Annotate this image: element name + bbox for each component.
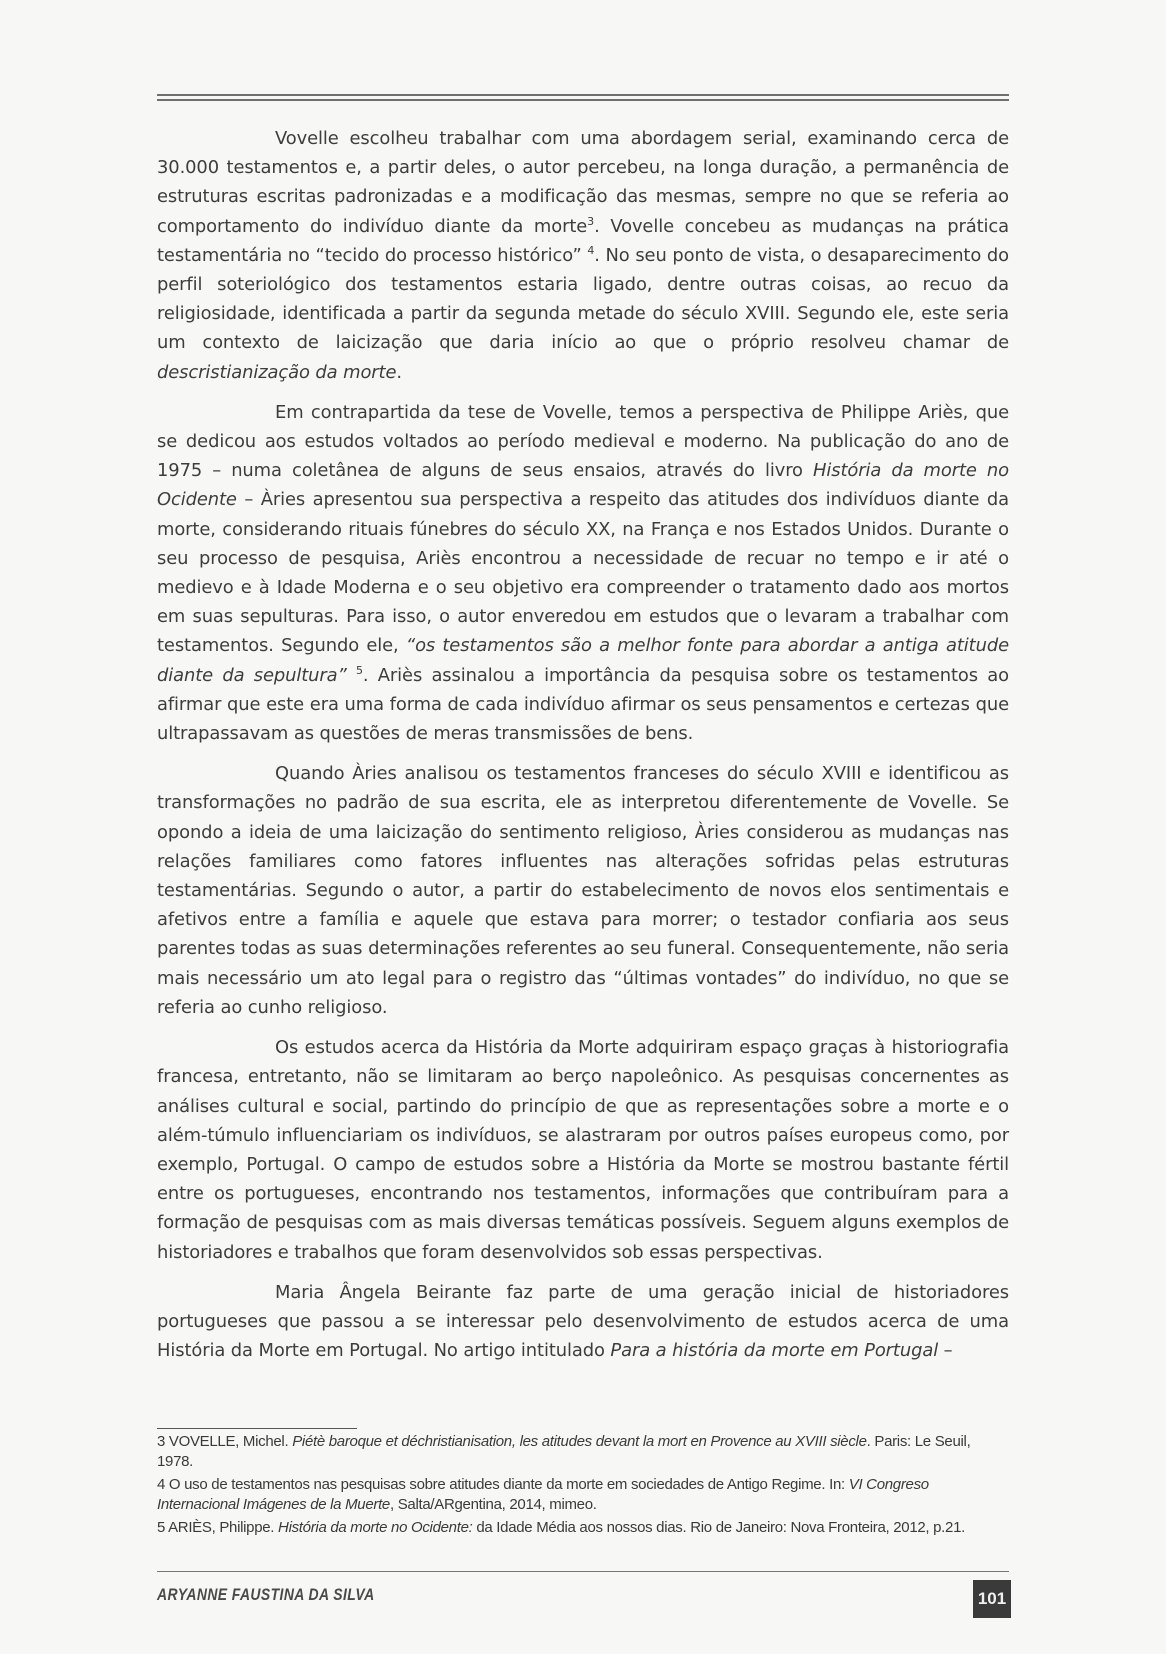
text-run: – [938,1340,953,1362]
text-run: . No seu ponto de vista, o desaparecimento do perfil soteriológico dos testamentos estaria ligado, dentre outras coisas, ao recuo da religiosidade, identificada a partir da segunda metade do século XVIII. Segundo ele, este seria um contexto de laicização que daria início ao que o próprio resolveu chamar de [157,244,1009,354]
paragraph [157,398,1009,748]
text-run: da Idade Média aos nossos dias. Rio de Janeiro: Nova Fronteira, 2012, p.21. [472,1519,965,1536]
footnote-reference: 4 [587,243,595,257]
text-run: Vovelle escolheu trabalhar com uma abordagem serial, examinando cerca de 30.000 testamentos e, a partir deles, o autor percebeu, na longa duração, a permanência de estruturas escritas padronizadas e a modificação das mesmas, sempre no que se referia ao comportamento do indivíduo diante da morte [157,128,1009,237]
footnotes [157,1432,1009,1541]
footnote [157,1432,1009,1472]
text-run: , Salta/ARgentina, 2014, mimeo. [389,1496,597,1513]
paragraph [157,1033,1009,1267]
text-run [347,665,356,686]
paragraph [157,1278,1009,1366]
text-run: . Ariès assinalou a importância da pesquisa sobre os testamentos ao afirmar que este era uma forma de cada indivíduo afirmar os seus pensamentos e certezas que ultrapassavam as questões de meras transmissões de bens. [157,664,1009,745]
italic-text: VI Congreso Internacional Imágenes de la Muerte [157,1476,929,1513]
footnote-reference: 5 [355,663,363,677]
page-number: 101 [973,1580,1011,1618]
text-run: . [396,361,402,383]
text-run: Quando Àries analisou os testamentos franceses do século XVIII e identificou as transformações no padrão de sua escrita, ele as interpretou diferentemente de Vovelle. Se opondo a ideia de uma laicização do sentimento religioso, Àries considerou as mudanças nas relações familiares como fatores influentes nas alterações sofridas pelas estruturas testamentárias. Segundo o autor, a partir do estabelecimento de novos elos sentimentais e afetivos entre a família e aquele que estava para morrer; o testador confiaria aos seus parentes todas as suas determinações referentes ao seu funeral. Consequentemente, não seria mais necessário um ato legal para o registro das “últimas vontades” do indivíduo, no que se referia ao cunho religioso. [157,763,1009,1018]
italic-text: descristianização da morte [157,361,397,383]
italic-text: História da morte no Ocidente: [278,1519,473,1536]
footnote-reference: 3 [587,214,595,228]
italic-text: Para a história da morte em Portugal [610,1340,939,1362]
footnote [157,1518,1009,1538]
footer-author: ARYANNE FAUSTINA DA SILVA [157,1585,375,1604]
italic-text: Piétè baroque et déchristianisation, les atitudes devant la mort en Provence au XVIII siècle [292,1433,867,1450]
text-run: Maria Ângela Beirante faz parte de uma geração inicial de historiadores portugueses que passou a se interessar pelo desenvolvimento de estudos acerca de uma História da Morte em Portugal. No artigo intitulado [157,1281,1009,1362]
italic-text: “os testamentos são a melhor fonte para abordar a antiga atitude diante da sepultura” [157,635,1009,686]
italic-text: História da morte no Ocidente [157,460,1009,511]
text-run: 5 ARIÈS, Philippe. [157,1519,279,1536]
footer-rule [157,1571,1009,1572]
footnote-separator [157,1428,357,1429]
main-text [157,124,1009,1376]
paragraph [157,759,1009,1022]
text-run: 3 VOVELLE, Michel. [157,1433,293,1450]
text-run: 4 O uso de testamentos nas pesquisas sobre atitudes diante da morte em sociedades de Antigo Regime. In: [157,1476,849,1493]
text-run: . Paris: Le Seuil, 1978. [157,1433,971,1470]
footnote [157,1475,1009,1515]
text-run: – Àries apresentou sua perspectiva a respeito das atitudes dos indivíduos diante da morte, considerando rituais fúnebres do século XX, na França e nos Estados Unidos. Durante o seu processo de pesquisa, Ariès encontrou a necessidade de recuar no tempo e ir até o medievo e à Idade Moderna e o seu objetivo era compreender o tratamento dado aos mortos em suas sepulturas. Para isso, o autor enveredou em estudos que o levaram a trabalhar com testamentos. Segundo ele, [157,489,1009,657]
text-run: Em contrapartida da tese de Vovelle, temos a perspectiva de Philippe Ariès, que se dedicou aos estudos voltados ao período medieval e moderno. Na publicação do ano de 1975 – numa coletânea de alguns de seus ensaios, através do livro [157,401,1009,482]
paragraph [157,124,1009,387]
header-double-rule [157,94,1009,101]
text-run: Os estudos acerca da História da Morte adquiriram espaço graças à historiografia francesa, entretanto, não se limitaram ao berço napoleônico. As pesquisas concernentes as análises cultural e social, partindo do princípio de que as representações sobre a morte e o além-túmulo influenciariam os indivíduos, se alastraram por outros países europeus como, por exemplo, Portugal. O campo de estudos sobre a História da Morte se mostrou bastante fértil entre os portugueses, encontrando nos testamentos, informações que contribuíram para a formação de pesquisas com as mais diversas temáticas possíveis. Seguem alguns exemplos de historiadores e trabalhos que foram desenvolvidos sob essas perspectivas. [157,1037,1009,1263]
text-run: . Vovelle concebeu as mudanças na prática testamentária no “tecido do processo histórico” [157,215,1009,266]
